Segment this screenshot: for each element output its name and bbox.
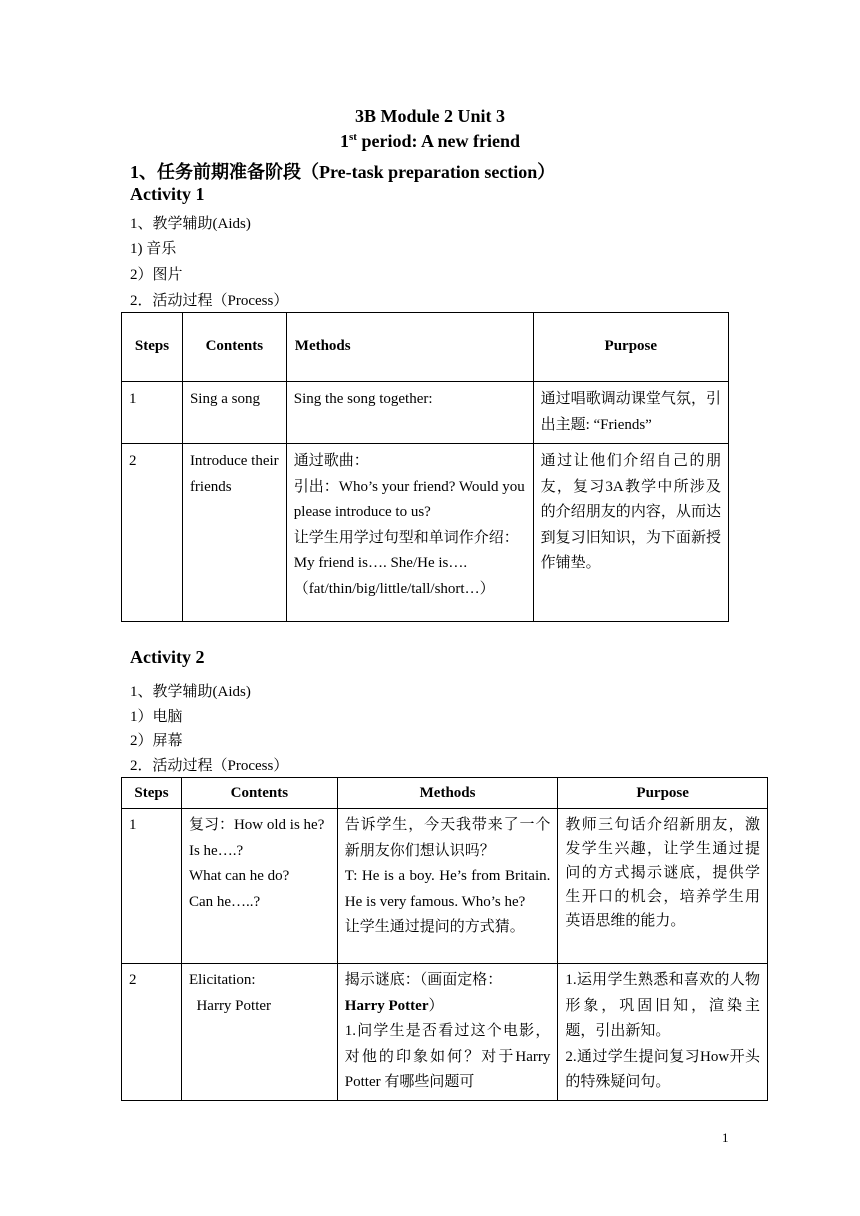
cell-purpose: 通过让他们介绍自己的朋友，复习3A教学中所涉及的介绍朋友的内容，从而达到复习旧知识，为下面新授作铺垫。 xyxy=(533,444,728,622)
methods-harry-potter: Harry Potter xyxy=(344,997,429,1014)
cell-methods: 告诉学生，今天我带来了一个新朋友你们想认识吗？ T: He is a boy. He’s from Britain. He is very famous. Who’s he? 让学生通过提问的方式猜。 xyxy=(337,809,558,964)
cell-step: 2 xyxy=(122,444,183,622)
activity2-process-label: 2．活动过程（Process） xyxy=(130,758,289,774)
cell-purpose: 教师三句话介绍新朋友，激发学生兴趣，让学生通过提问的方式揭示谜底，提供学生开口的机会，培养学生用英语思维的能力。 xyxy=(558,809,768,964)
header-steps: Steps xyxy=(122,313,183,382)
header-steps: Steps xyxy=(122,778,182,809)
document-subtitle xyxy=(0,131,860,152)
cell-contents: 复习：How old is he? Is he….? What can he do? Can he…..? xyxy=(181,809,337,964)
header-contents: Contents xyxy=(181,778,337,809)
methods-reveal-text: 揭示谜底：（画面定格： xyxy=(344,972,503,988)
cell-contents: Sing a song xyxy=(182,382,286,444)
cell-contents: Elicitation: Harry Potter xyxy=(181,964,337,1101)
table-row xyxy=(122,382,729,444)
table-header-row xyxy=(122,778,768,809)
cell-methods xyxy=(337,964,558,1101)
methods-reveal-close: ） xyxy=(428,997,444,1014)
table-header-row xyxy=(122,313,729,382)
activity1-aid-item: 1) 音乐 xyxy=(130,241,177,257)
section-heading: 1、任务前期准备阶段（Pre-task preparation section） xyxy=(130,162,556,182)
methods-question-text: 1.问学生是否看过这个电影，对他的印象如何？对于Harry Potter 有哪些问题可 xyxy=(344,1023,551,1090)
header-purpose: Purpose xyxy=(558,778,768,809)
activity1-heading: Activity 1 xyxy=(130,184,205,204)
activity1-table xyxy=(121,312,729,622)
header-methods: Methods xyxy=(337,778,558,809)
cell-methods: 通过歌曲： 引出：Who’s your friend? Would you please introduce to us? 让学生用学过句型和单词作介绍：My friend is…. She/He is….（fat/thin/big/little/tall/short…） xyxy=(286,444,533,622)
cell-methods: Sing the song together: xyxy=(286,382,533,444)
page-number: 1 xyxy=(722,1130,729,1145)
activity2-aids-label: 1、教学辅助(Aids) xyxy=(130,684,251,700)
activity1-process-label: 2．活动过程（Process） xyxy=(130,293,289,309)
header-methods: Methods xyxy=(286,313,533,382)
table-row xyxy=(122,964,768,1101)
cell-step: 1 xyxy=(122,382,183,444)
activity2-aid-item: 1）电脑 xyxy=(130,709,183,725)
header-purpose: Purpose xyxy=(533,313,728,382)
table-row xyxy=(122,444,729,622)
document-title: 3B Module 2 Unit 3 xyxy=(354,106,505,126)
subtitle-text: period: A new friend xyxy=(356,131,520,151)
activity2-heading: Activity 2 xyxy=(130,647,205,667)
cell-contents: Introduce their friends xyxy=(182,444,286,622)
activity1-aid-item: 2）图片 xyxy=(130,267,183,283)
table-row xyxy=(122,809,768,964)
subtitle-superscript: st xyxy=(349,131,357,143)
cell-purpose: 通过唱歌调动课堂气氛，引出主题: “Friends” xyxy=(533,382,728,444)
cell-purpose: 1.运用学生熟悉和喜欢的人物形象，巩固旧知，渲染主题，引出新知。 2.通过学生提问复习How开头的特殊疑问句。 xyxy=(558,964,768,1101)
subtitle-number: 1 xyxy=(340,131,350,151)
header-contents: Contents xyxy=(182,313,286,382)
cell-step: 1 xyxy=(122,809,182,964)
activity1-aids-label: 1、教学辅助(Aids) xyxy=(130,216,251,232)
activity2-table xyxy=(121,777,768,1101)
activity2-aid-item: 2）屏幕 xyxy=(130,733,183,749)
cell-step: 2 xyxy=(122,964,182,1101)
